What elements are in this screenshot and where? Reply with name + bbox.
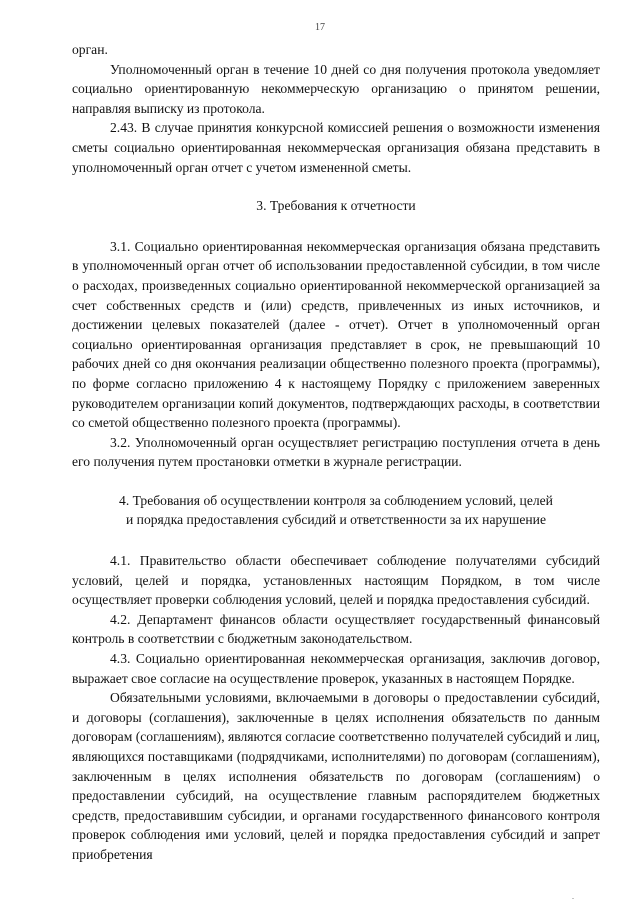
paragraph-3-1: 3.1. Социально ориентированная некоммерческая организация обязана представить в уполномоченный орган отчет об использовании предоставленной субсидии, в том числе о расходах, произведенных социально ориентированной некоммерческой организацией за счет собственных средств и (или) средств, привлеченных из иных источников, и достижении целевых показателей (далее - отчет). Отчет в уполномоченный орган социально ориентированная организация представляет в срок, не превышающий 10 рабочих дней со дня окончания реализации общественно полезного проекта (программы), по форме согласно приложению 4 к настоящему Порядку с приложением заверенных руководителем организации копий документов, подтверждающих расходы, в соответствии со сметой общественно полезного проекта (программы).: [72, 238, 600, 431]
paragraph-obligatory-conditions: Обязательными условиями, включаемыми в договоры о предоставлении субсидий, и договоры (соглашения), заключенные в целях исполнения обязательств по данным договорам (соглашениям), являются согласие соответственно получателей субсидий и лиц, являющихся поставщиками (подрядчиками, исполнителями) по договорам (соглашениям), заключенным в целях исполнения обязательств по договорам (соглашениям) о предоставлении субсидий, на осуществление главным распорядителем бюджетных средств, предоставившим субсидии, и органами государственного финансового контроля проверок соблюдения ими условий, целей и порядка предоставления субсидий и запрет приобретения: [72, 690, 600, 862]
paragraph-3-2: 3.2. Уполномоченный орган осуществляет регистрацию поступления отчета в день его получения путем простановки отметки в журнале регистрации.: [72, 434, 600, 470]
section-4-heading-line2: и порядка предоставления субсидий и ответственности за их нарушение: [126, 512, 546, 528]
section-4-heading: [72, 491, 600, 530]
paragraph-4-3: 4.3. Социально ориентированная некоммерческая организация, заключив договор, выражает свое согласие на осуществление проверок, указанных в настоящем Порядке.: [72, 651, 600, 686]
paragraph-notification: Уполномоченный орган в течение 10 дней со дня получения протокола уведомляет социально ориентированную некоммерческую организацию о принятом решении, направляя выписку из протокола.: [72, 61, 600, 116]
section-3-heading: 3. Требования к отчетности: [256, 198, 416, 214]
document-body: [72, 40, 600, 865]
paragraph-continuation: орган.: [72, 42, 108, 57]
corner-mark: .: [572, 892, 574, 901]
paragraph-4-2: 4.2. Департамент финансов области осуществляет государственный финансовый контроль в соответствии с бюджетным законодательством.: [72, 611, 600, 647]
page-number: 17: [315, 22, 325, 33]
paragraph-2-43: 2.43. В случае принятия конкурсной комиссией решения о возможности изменения сметы социально ориентированная некоммерческая организация обязана представить в уполномоченный орган отчет с учетом измененной сметы.: [72, 120, 600, 175]
section-4-heading-line1: 4. Требования об осуществлении контроля за соблюдением условий, целей: [119, 492, 553, 508]
paragraph-4-1: 4.1. Правительство области обеспечивает соблюдение получателями субсидий условий, целей и порядка, установленных настоящим Порядком, в том числе осуществляет проверки соблюдения условий, целей и порядка предоставления субсидий.: [72, 553, 600, 608]
